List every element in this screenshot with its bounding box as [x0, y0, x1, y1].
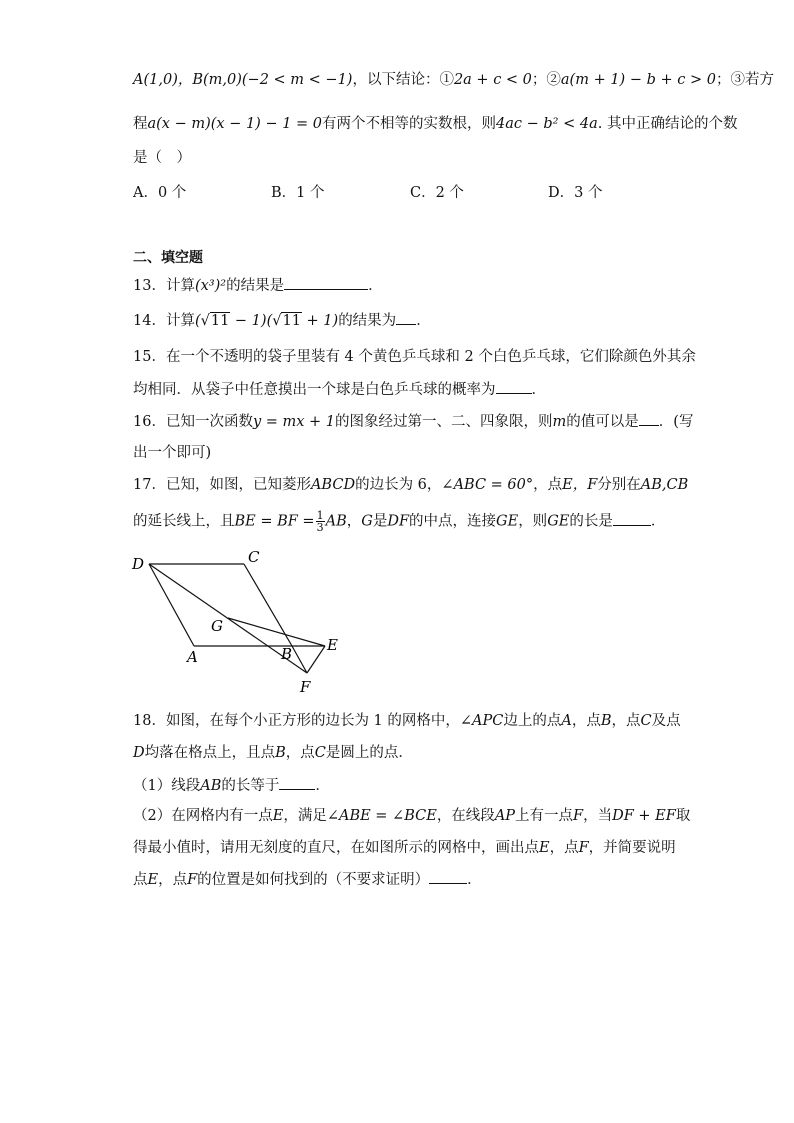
q18-p2-p4: ，当	[583, 808, 613, 824]
q18-l5-f: F	[578, 840, 589, 856]
q12-sep2: ；	[715, 72, 731, 88]
q17-p2: ，点	[533, 477, 563, 493]
q18-b: B	[600, 713, 612, 729]
q17-line-1	[133, 475, 688, 495]
segment-bf	[292, 646, 307, 673]
q12-c3-num: ③	[730, 72, 745, 88]
q12-c2-num: ②	[546, 72, 561, 88]
label-c: C	[248, 548, 260, 566]
q12-inequality: 4ac − b² < 4a	[496, 116, 598, 132]
q16-mid: 的图象经过第一、二、四象限，则	[335, 414, 553, 430]
q14-radicand-1: 11	[210, 313, 230, 329]
q12-line-3: 是（ ）	[133, 150, 191, 166]
q18-l2-rest: 均落在格点上，且点	[144, 745, 276, 761]
q12-l2-mid: 有两个不相等的实数根，则	[322, 116, 497, 132]
q18-angle: ∠APC	[459, 713, 504, 729]
q17-l2-p6: 的长是	[569, 513, 613, 530]
q18-p2-pre: （2）在网格内有一点	[133, 808, 273, 824]
q12-c1-num: ①	[439, 72, 454, 88]
q18-p4: 及点	[651, 713, 681, 729]
q14-expr: (√11 − 1)(√11 + 1)	[194, 313, 339, 329]
q16-post: 的值可以是	[566, 414, 639, 430]
q12-sep1: ；	[531, 72, 547, 88]
q17-frac-den: 3	[316, 521, 324, 534]
q18-p2-cond: ∠ABE = ∠BCE	[326, 808, 437, 824]
q12-l2-pre: 程	[133, 116, 148, 132]
q18-l2-p3: 是圆上的点．	[325, 745, 413, 761]
q15-answer-blank[interactable]	[496, 379, 532, 394]
q14-mid-1: − 1)(	[230, 313, 273, 329]
side-da	[149, 564, 194, 646]
q12-equation: a(x − m)(x − 1) − 1 = 0	[147, 116, 323, 132]
q17-ge2: GE	[547, 513, 570, 530]
q17-abcb: AB,CB	[640, 477, 689, 493]
q18-p2-f: F	[573, 808, 584, 824]
label-f: F	[300, 678, 311, 696]
q13-post: 的结果是	[226, 278, 285, 294]
q17-l2-p4: 的中点，连接	[409, 513, 497, 530]
q13-pre: 13．计算	[133, 278, 195, 294]
q16-line-1	[133, 411, 693, 432]
q17-g: G	[361, 513, 373, 530]
q16-answer-blank[interactable]	[639, 411, 659, 426]
q18-p2-ap: AP	[494, 808, 516, 824]
q17-be-bf: BE = BF =	[234, 513, 315, 530]
q18-l2-p2: ，点	[285, 745, 315, 761]
q17-l2-pre: 的延长线上，且	[133, 513, 235, 530]
q15-line-2-text: 均相同．从袋子中任意摸出一个球是白色乒乓球的概率为	[133, 382, 496, 398]
label-a: A	[187, 648, 198, 666]
q14	[133, 310, 431, 331]
q18-p1-ab: AB	[200, 778, 222, 794]
segment-ge	[228, 618, 325, 646]
q18-l5-e: E	[539, 840, 550, 856]
q18-l5: 得最小值时，请用无刻度的直尺，在如图所示的网格中，画出点	[133, 840, 539, 856]
q13-answer-blank[interactable]	[284, 275, 368, 290]
label-d: D	[132, 555, 145, 573]
q15-end: ．	[531, 382, 546, 398]
q12-option-c: C．2 个	[410, 185, 464, 201]
q18-part-2-line-2	[133, 838, 676, 858]
q14-post: 的结果为	[338, 313, 397, 329]
q15-line-2	[133, 379, 546, 400]
q17-p3: 分别在	[597, 477, 641, 493]
q18-l2-b: B	[275, 745, 286, 761]
q16-pre: 16．已知一次函数	[133, 414, 253, 430]
q12-option-b: B．1 个	[271, 185, 325, 201]
q18-l6-p2: ，点	[158, 872, 188, 888]
q18-l6-end: ．	[467, 872, 482, 888]
q17-df: DF	[387, 513, 410, 530]
q18-p1-post: 的长等于	[221, 778, 280, 794]
q17-mid: 的边长为 6，	[355, 477, 442, 493]
label-e: E	[327, 636, 338, 654]
q18-d: D	[133, 745, 145, 761]
q18-l6-f: F	[187, 872, 198, 888]
q17-abcd: ABCD	[310, 477, 356, 493]
q12-line-2	[133, 114, 737, 134]
q17-pre: 17．已知，如图，已知菱形	[133, 477, 311, 493]
q18-p1-end: ．	[315, 778, 330, 794]
q17-ab: AB	[325, 513, 347, 530]
q14-mid-2: + 1)	[301, 313, 339, 329]
q18-p2-mid: ，满足	[283, 808, 327, 824]
side-cb	[244, 564, 292, 646]
q18-c: C	[640, 713, 652, 729]
q17-ef: E，F	[562, 477, 598, 493]
q18-a: A	[561, 713, 572, 729]
q18-p2-p5: 取	[675, 808, 691, 824]
q16-var: m	[552, 414, 567, 430]
label-b: B	[281, 645, 293, 663]
q18-l2-c: C	[314, 745, 326, 761]
q18-part-1	[133, 775, 330, 796]
q16-expr: y = mx + 1	[252, 414, 336, 430]
q12-c2-expr: a(m + 1) − b + c > 0	[560, 72, 716, 88]
q17-angle: ∠ABC = 60°	[441, 477, 534, 493]
q14-end: ．	[416, 313, 431, 329]
q18-l5-p2: ，点	[549, 840, 579, 856]
q17-answer-blank[interactable]	[613, 511, 651, 526]
q17-ge: GE	[496, 513, 519, 530]
q12-c3-lead: 若方	[744, 72, 774, 88]
q13-expr: (x³)²	[194, 278, 227, 294]
label-g: G	[211, 617, 223, 635]
q15-line-1: 15．在一个不透明的袋子里装有 4 个黄色乒乓球和 2 个白色乒乓球，它们除颜色外其余	[133, 349, 696, 365]
q12-l2-end: . 其中正确结论的个数	[597, 116, 738, 132]
q13	[133, 275, 383, 296]
q17-l2-p3: 是	[372, 513, 388, 530]
q18-part-2-line-3	[133, 869, 482, 890]
q18-mid: 边上的点	[503, 713, 562, 729]
q18-p3: ，点	[611, 713, 641, 729]
q16-line-2: 出一个即可)	[133, 445, 212, 461]
q12-points: A(1,0)，B(m,0)(−2 < m < −1)	[133, 72, 353, 88]
q14-answer-blank[interactable]	[396, 310, 416, 325]
q18-p2-p3: 上有一点	[515, 808, 574, 824]
q17-line-2	[133, 510, 665, 533]
q17-frac-num: 1	[316, 509, 324, 522]
q16-end: ．(写	[658, 414, 694, 430]
q18-l6-p3: 的位置是如何找到的（不要求证明）	[197, 872, 430, 888]
q18-p2-sum: DF + EF	[612, 808, 676, 824]
q17-fraction	[316, 510, 325, 533]
q14-radicand-2: 11	[282, 313, 301, 329]
q18-l6-e: E	[147, 872, 159, 888]
q13-end: ．	[368, 278, 383, 294]
q12-option-a: A．0 个	[133, 185, 187, 201]
segment-ef	[307, 646, 325, 673]
q18-p2-e: E	[272, 808, 284, 824]
q18-p1-answer-blank[interactable]	[279, 775, 315, 790]
q17-l2-p5: ，则	[518, 513, 548, 530]
q18-p2: ，点	[571, 713, 601, 729]
q14-pre: 14．计算	[133, 313, 195, 329]
q18-p1-pre: （1）线段	[133, 778, 201, 794]
q18-l6-pre: 点	[133, 872, 148, 888]
q17-end: ．	[650, 513, 666, 530]
q18-pre: 18．如图，在每个小正方形的边长为 1 的网格中，	[133, 713, 460, 729]
section-title: 二、填空题	[133, 250, 203, 266]
q12-option-d: D．3 个	[548, 185, 603, 201]
q17-l2-p2: ，	[346, 513, 362, 530]
q18-p2-p2: ，在线段	[436, 808, 495, 824]
q12-lead: ，以下结论：	[352, 72, 440, 88]
q18-line-1	[133, 711, 681, 731]
q18-part-2-line-1	[133, 806, 690, 826]
rhombus-figure	[125, 545, 345, 700]
q12-line-1	[133, 70, 774, 90]
q12-c1-expr: 2a + c < 0	[453, 72, 532, 88]
q18-p2-answer-blank[interactable]	[429, 869, 467, 884]
q18-l5-p3: ，并简要说明	[588, 840, 676, 856]
q18-line-2	[133, 743, 413, 763]
